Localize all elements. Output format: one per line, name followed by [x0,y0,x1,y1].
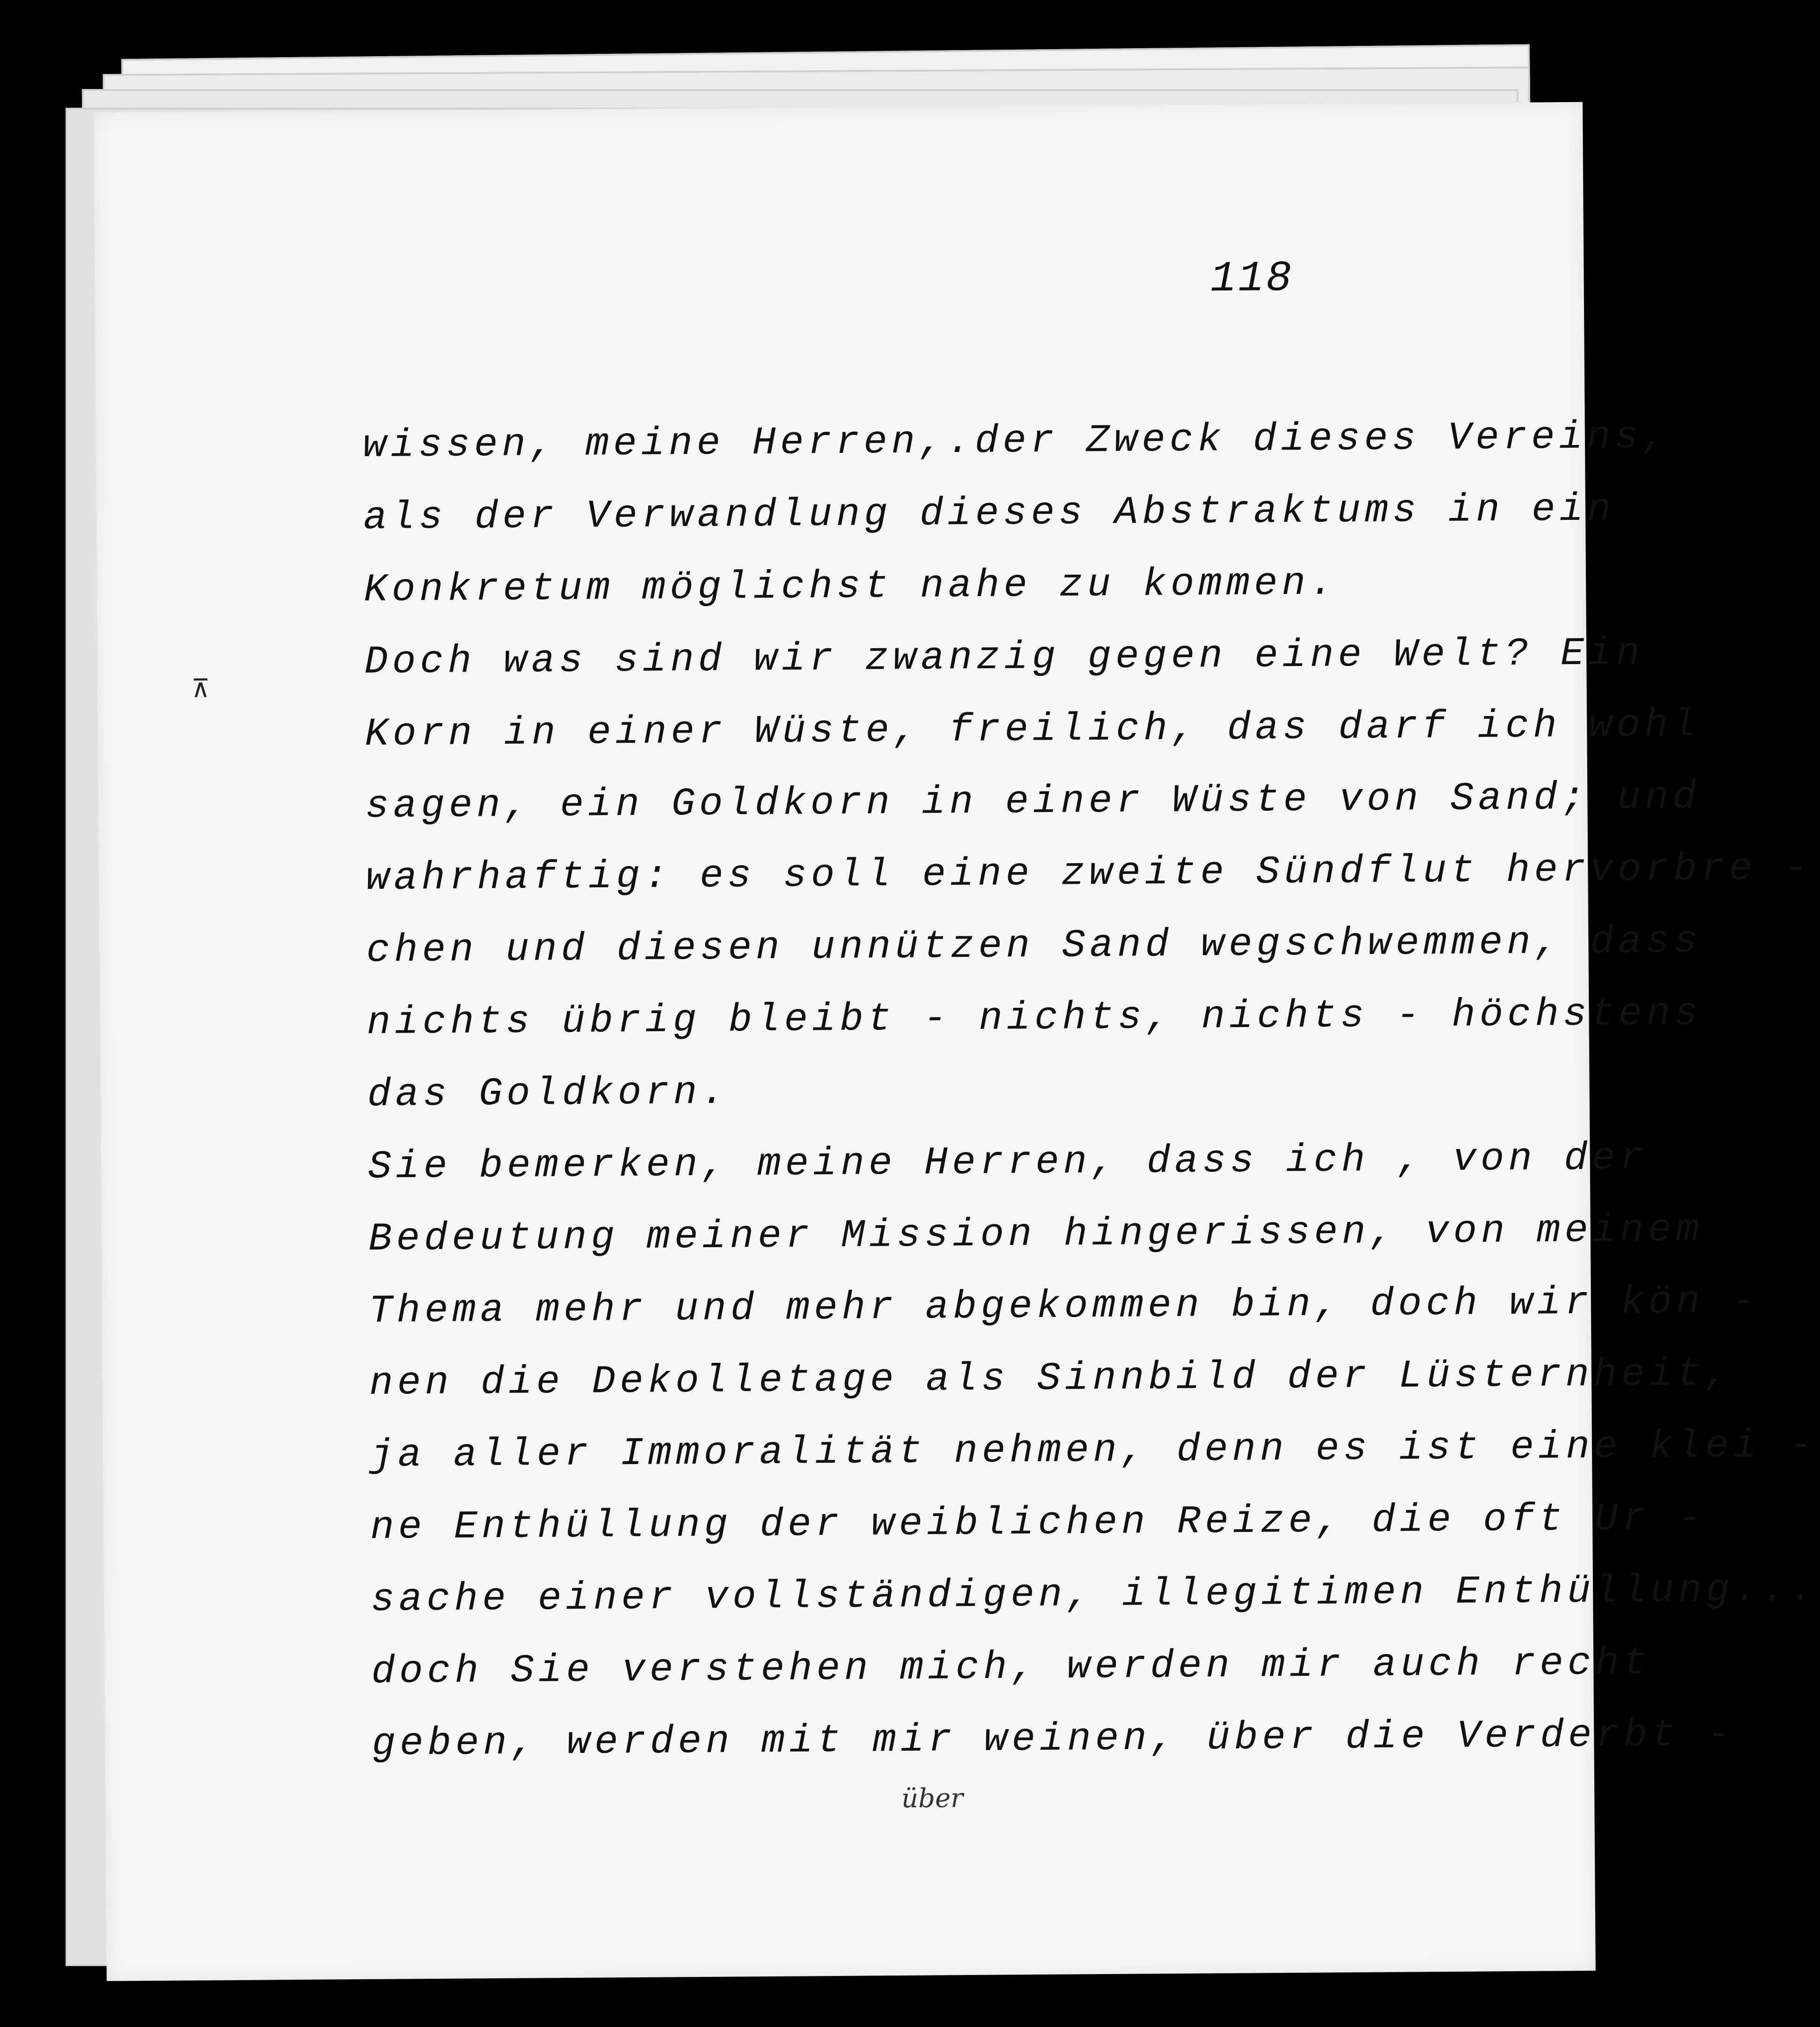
text-line: sache einer vollständigen, illegitimen Enthüllung... [370,1568,1818,1622]
text-line: als der Verwandlung dieses Abstraktums in ein [363,487,1615,540]
text-line: Bedeutung meiner Mission hingerissen, von meinem [368,1208,1704,1262]
page-number: 118 [1210,254,1294,304]
body-text [362,402,1818,1781]
text-line: ja aller Immoralität nehmen, denn es ist eine klei - [369,1423,1817,1478]
text-line: wahrhaftig: es soll eine zweite Sündflut hervorbre - [366,846,1813,901]
text-line: doch Sie verstehen mich, werden mir auch recht [371,1641,1651,1694]
text-line: Sie bemerken, meine Herren, dass ich , von der [368,1136,1648,1190]
text-line: nichts übrig bleibt - nichts, nichts - höchstens [367,991,1702,1045]
text-line: nen die Dekolletage als Sinnbild der Lüsternheit, [369,1352,1733,1406]
text-line: Doch was sind wir zwanzig gegen eine Welt? Ein [364,631,1644,685]
text-line: wissen, meine Herren,.der Zweck dieses Vereins, [362,414,1671,469]
text-line: Thema mehr und mehr abgekommen bin, doch wir kön - [368,1280,1760,1334]
text-line: Konkretum möglichst nahe zu kommen. [363,561,1338,613]
text-line: geben, werden mit mir weinen, über die Verderbt - [372,1712,1735,1767]
margin-mark: ⊼ [191,676,210,705]
text-line: ne Enthüllung der weiblichen Reize, die oft Ur - [370,1496,1706,1550]
text-line: sagen, ein Goldkorn in einer Wüste von Sand; und [365,775,1701,829]
typewritten-page [94,102,1818,1981]
handwritten-correction: über [901,1783,964,1814]
text-line: Korn in einer Wüste, freilich, das darf ich wohl [364,703,1701,757]
text-line: chen und diesen unnützen Sand wegschwemmen, dass [366,919,1702,973]
text-line: das Goldkorn. [367,1070,729,1117]
